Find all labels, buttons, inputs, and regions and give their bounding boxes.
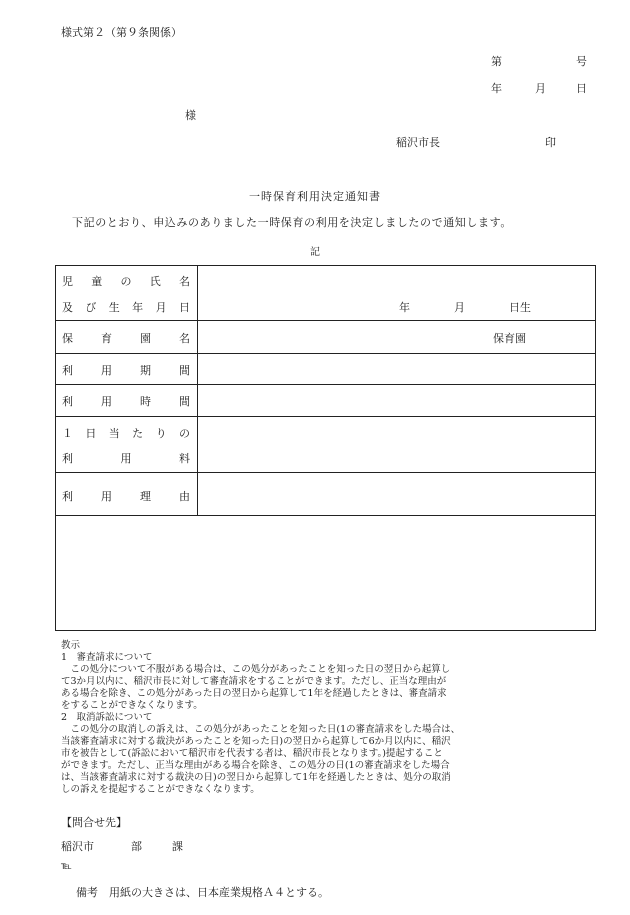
contact-heading: 【問合せ先】: [61, 816, 127, 829]
notes-item2-line: は、当該審査請求に対する裁決の日)の翌日から起算して1年を経過したときは、処分の取消: [61, 772, 451, 783]
reason-label: [62, 488, 190, 504]
birth-year-unit: 年: [399, 301, 410, 314]
notes-item1-line: この処分について不服がある場合は、この処分があったことを知った日の翌日から起算し: [61, 664, 451, 675]
row-divider: [56, 320, 595, 321]
addressee-suffix: 様: [185, 109, 196, 122]
daily-fee-label-1: [62, 425, 190, 441]
period-label-text: 利 用 期 間: [62, 364, 190, 377]
table-column-divider: [197, 266, 198, 515]
notes-item2-line: 市を被告として(訴訟において稲沢市を代表する者は、稲沢市長となります。)提起すること: [61, 748, 443, 759]
row-divider: [56, 416, 595, 417]
contact-city: 稲沢市: [61, 840, 94, 853]
document-title: 一時保育利用決定通知書: [249, 190, 381, 203]
date-day: 日: [576, 82, 587, 95]
date-year: 年: [491, 82, 502, 95]
time-label: [62, 393, 190, 409]
notes-section: [61, 640, 601, 796]
row-divider: [56, 472, 595, 473]
notes-item1-title: 1 審査請求について: [61, 652, 153, 663]
contact-section: 課: [172, 840, 183, 853]
daily-fee-label-1-text: １ 日 当 た り の: [62, 427, 190, 440]
notes-item2-line: 当該審査請求に対する裁決があったことを知った日)の翌日から起算して6か月以内に、稲沢: [61, 736, 451, 747]
notes-item2-line: ができます。ただし、正当な理由がある場合を除き、この処分の日(1の審査請求をした場合: [61, 760, 450, 771]
notes-item1-line: ある場合を除き、この処分があった日の翌日から起算して1年を経過したときは、審査請求: [61, 688, 447, 699]
reason-label-text: 利 用 理 由: [62, 490, 190, 503]
contact-tel-icon: ℡: [61, 861, 72, 872]
time-label-text: 利 用 時 間: [62, 395, 190, 408]
notes-item2-line: この処分の取消しの訴えは、この処分があったことを知った日(1の審査請求をした場合は、: [61, 724, 461, 735]
child-name-label-text: 児 童 の 氏 名: [62, 275, 190, 288]
nursery-label-text: 保 育 園 名: [62, 332, 190, 345]
form-number: 様式第２（第９条関係）: [61, 26, 182, 39]
date-month: 月: [535, 82, 546, 95]
row-divider: [56, 384, 595, 385]
birthdate-label-text: 及 び 生 年 月 日: [62, 301, 190, 314]
notes-item2-title: 2 取消訴訟について: [61, 712, 153, 723]
row-divider: [56, 515, 595, 516]
doc-number-suffix: 号: [576, 55, 587, 68]
form-table: [55, 265, 596, 631]
intro-text: 下記のとおり、申込みのありました一時保育の利用を決定しましたので通知します。: [72, 216, 512, 229]
remark-text: 備考 用紙の大きさは、日本産業規格Ａ４とする。: [76, 886, 329, 899]
birth-day-unit: 日生: [509, 301, 531, 314]
seal-mark: 印: [545, 136, 556, 149]
notes-item1-line: て3か月以内に、稲沢市長に対して審査請求をすることができます。ただし、正当な理由が: [61, 676, 447, 687]
child-name-label: [62, 273, 190, 289]
row-divider: [56, 353, 595, 354]
period-label: [62, 362, 190, 378]
issuer-name: 稲沢市長: [396, 136, 440, 149]
nursery-suffix: 保育園: [493, 332, 526, 345]
daily-fee-label-2: [62, 450, 190, 466]
birth-month-unit: 月: [454, 301, 465, 314]
ki-mark: 記: [310, 247, 320, 258]
contact-dept: 部: [131, 840, 142, 853]
birthdate-label: [62, 299, 190, 315]
doc-number-prefix: 第: [491, 55, 502, 68]
notes-heading: 教示: [61, 640, 81, 651]
nursery-label: [62, 330, 190, 346]
notes-item1-line: をすることができなくなります。: [61, 700, 203, 711]
notes-item2-line: しの訴えを提起することができなくなります。: [61, 784, 260, 795]
daily-fee-label-2-text: 利 用 料: [62, 452, 190, 465]
